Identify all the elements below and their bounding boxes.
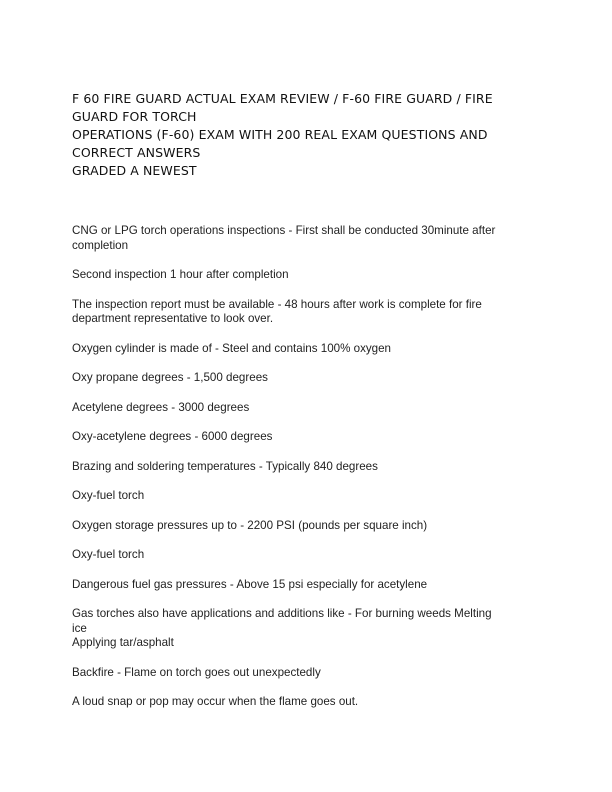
document-body bbox=[72, 224, 542, 710]
paragraph bbox=[72, 607, 542, 651]
paragraph bbox=[72, 342, 542, 357]
paragraph bbox=[72, 489, 542, 504]
text-line: Applying tar/asphalt bbox=[72, 636, 174, 649]
text-line: Oxy propane degrees - 1,500 degrees bbox=[72, 371, 268, 384]
text-line: completion bbox=[72, 238, 129, 252]
text-line: Oxygen storage pressures up to - 2200 PSI (pounds per square inch) bbox=[72, 518, 428, 532]
paragraph bbox=[72, 578, 542, 593]
title-line: GRADED A NEWEST bbox=[72, 163, 197, 178]
title-line: CORRECT ANSWERS bbox=[72, 145, 201, 160]
title-line: GUARD FOR TORCH bbox=[72, 109, 197, 124]
paragraph bbox=[72, 298, 542, 327]
text-line: CNG or LPG torch operations inspections - First shall be conducted 30minute after bbox=[72, 224, 496, 237]
paragraph bbox=[72, 666, 542, 681]
paragraph bbox=[72, 460, 542, 475]
paragraph bbox=[72, 548, 542, 563]
text-line: A loud snap or pop may occur when the flame goes out. bbox=[72, 695, 359, 708]
text-line: Acetylene degrees - 3000 degrees bbox=[72, 400, 250, 414]
text-line: Gas torches also have applications and additions like - For burning weeds Melting bbox=[72, 607, 492, 620]
paragraph bbox=[72, 224, 542, 253]
text-line: Backfire - Flame on torch goes out unexpectedly bbox=[72, 665, 321, 679]
document-title bbox=[72, 90, 532, 180]
paragraph bbox=[72, 268, 542, 283]
text-line: Brazing and soldering temperatures - Typically 840 degrees bbox=[72, 459, 378, 473]
paragraph bbox=[72, 430, 542, 445]
paragraph bbox=[72, 695, 542, 710]
title-line: F 60 FIRE GUARD ACTUAL EXAM REVIEW / F-60 FIRE GUARD / FIRE bbox=[72, 91, 493, 106]
paragraph bbox=[72, 371, 542, 386]
text-line: The inspection report must be available - 48 hours after work is complete for fire bbox=[72, 297, 482, 311]
text-line: Oxy-fuel torch bbox=[72, 548, 145, 561]
text-line: Oxy-fuel torch bbox=[72, 489, 145, 502]
text-line: Oxy-acetylene degrees - 6000 degrees bbox=[72, 430, 273, 443]
text-line: Second inspection 1 hour after completion bbox=[72, 268, 289, 281]
text-line: Dangerous fuel gas pressures - Above 15 psi especially for acetylene bbox=[72, 577, 428, 591]
text-line: Oxygen cylinder is made of - Steel and contains 100% oxygen bbox=[72, 341, 392, 355]
paragraph bbox=[72, 519, 542, 534]
title-line: OPERATIONS (F-60) EXAM WITH 200 REAL EXAM QUESTIONS AND bbox=[72, 127, 488, 142]
text-line: ice bbox=[72, 621, 87, 635]
text-line: department representative to look over. bbox=[72, 312, 274, 325]
paragraph bbox=[72, 401, 542, 416]
